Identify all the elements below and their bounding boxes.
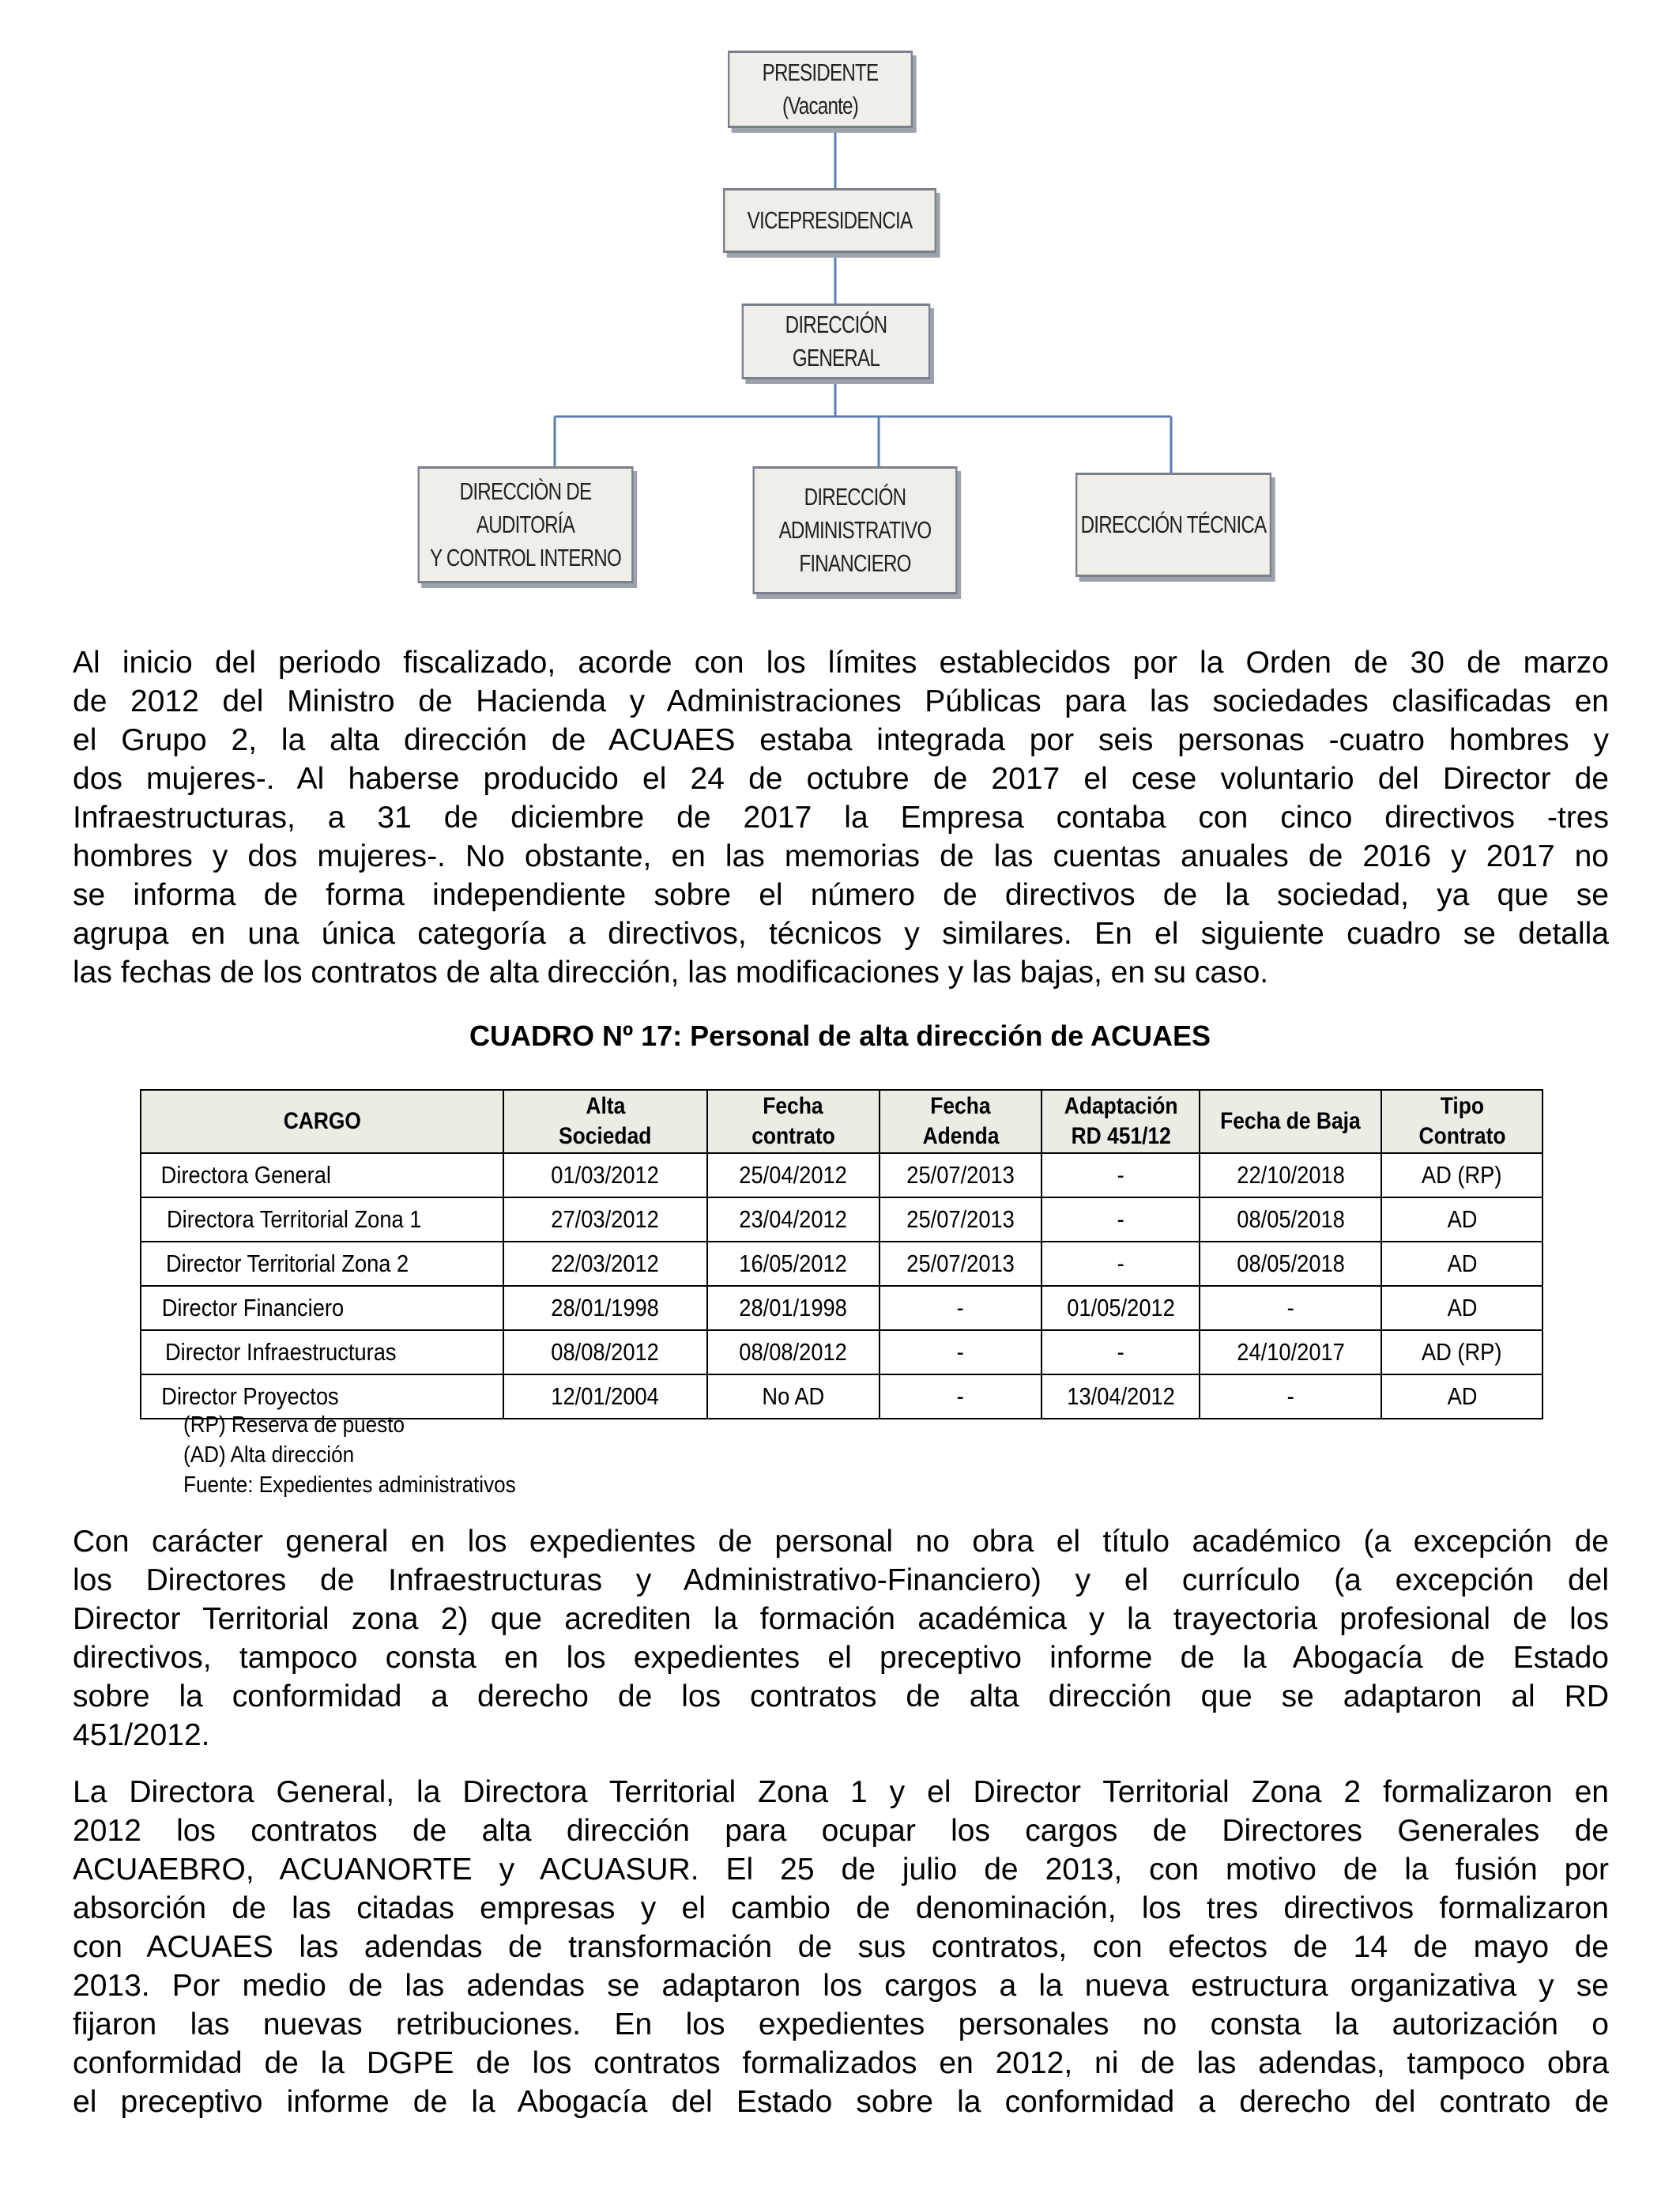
paragraph-line: La Directora General, la Directora Territorial Zona 1 y el Director Territorial Zona 2 formalizaron en [73,1775,1609,1809]
paragraph-line: fijaron las nuevas retribuciones. En los expedientes personales no consta la autorización o [73,2007,1609,2041]
cell-alta: 22/03/2012 [503,1242,707,1286]
cell-tipo: AD [1381,1286,1543,1330]
cell-adenda: 25/07/2013 [880,1242,1042,1286]
org-box-administrativo-label: DIRECCIÓN ADMINISTRATIVO FINANCIERO [778,483,932,577]
cell-contrato: 25/04/2012 [707,1153,880,1197]
cell-alta: 12/01/2004 [503,1374,707,1419]
cell-tipo: AD [1381,1197,1543,1242]
cell-baja: 08/05/2018 [1200,1197,1381,1242]
cell-adenda: 25/07/2013 [880,1153,1042,1197]
paragraph-line: 451/2012. [73,1718,210,1752]
paragraph-line: Al inicio del periodo fiscalizado, acorde con los límites establecidos por la Orden de 30 de marzo [73,646,1609,680]
paragraph-line: absorción de las citadas empresas y el cambio de denominación, los tres directivos formalizaron [73,1891,1609,1925]
cell-adenda: 25/07/2013 [880,1197,1042,1242]
paragraph-line: Infraestructuras, a 31 de diciembre de 2017 la Empresa contaba con cinco directivos -tres [73,801,1609,835]
org-box-president-label: PRESIDENTE (Vacante) [762,58,879,119]
paragraph-line: los Directores de Infraestructuras y Administrativo-Financiero) y el currículo (a excepción del [73,1563,1609,1597]
org-box-auditoria-label: DIRECCIÒN DE AUDITORÍA Y CONTROL INTERNO [429,477,621,571]
note-rp: (RP) Reserva de puesto [183,1412,405,1438]
org-box-vice [723,188,936,253]
personnel-table [140,1089,1543,1419]
cell-tipo: AD (RP) [1381,1330,1543,1374]
cell-baja: - [1200,1374,1381,1419]
table-row [141,1153,1543,1197]
cell-adaptacion: 13/04/2012 [1042,1374,1200,1419]
table-row [141,1197,1543,1242]
cell-adaptacion: - [1042,1197,1200,1242]
cell-baja: 24/10/2017 [1200,1330,1381,1374]
cell-alta: 01/03/2012 [503,1153,707,1197]
cell-tipo: AD (RP) [1381,1153,1543,1197]
org-box-auditoria [418,466,634,583]
cell-adaptacion: - [1042,1242,1200,1286]
org-box-tecnica [1075,473,1271,577]
header-adaptacion: Adaptación RD 451/12 [1042,1090,1200,1153]
paragraph-line: 2013. Por medio de las adendas se adaptaron los cargos a la nueva estructura organizativa y se [73,1969,1609,2003]
cell-adaptacion: 01/05/2012 [1042,1286,1200,1330]
org-box-vice-label: VICEPRESIDENCIA [747,206,913,235]
cell-alta: 28/01/1998 [503,1286,707,1330]
note-source: Fuente: Expedientes administrativos [183,1472,516,1498]
paragraph-line: de 2012 del Ministro de Hacienda y Administraciones Públicas para las sociedades clasificadas en [73,684,1609,718]
cell-adaptacion: - [1042,1330,1200,1374]
paragraph-line: agrupa en una única categoría a directivos, técnicos y similares. En el siguiente cuadro se detalla [73,917,1609,951]
paragraph-line: con ACUAES las adendas de transformación de sus contratos, con efectos de 14 de mayo de [73,1930,1609,1964]
cell-cargo: Director Territorial Zona 2 [141,1242,503,1286]
paragraph-2 [73,1522,1609,1755]
cell-contrato: No AD [707,1374,880,1419]
cell-adenda: - [880,1330,1042,1374]
paragraph-line: el Grupo 2, la alta dirección de ACUAES estaba integrada por seis personas -cuatro hombres y [73,723,1609,757]
paragraph-line: Director Territorial zona 2) que acrediten la formación académica y la trayectoria profesional de los [73,1602,1609,1636]
table-row [141,1286,1543,1330]
cell-adenda: - [880,1286,1042,1330]
cell-contrato: 16/05/2012 [707,1242,880,1286]
cell-cargo: Directora General [141,1153,503,1197]
paragraph-line: 2012 los contratos de alta dirección para ocupar los cargos de Directores Generales de [73,1814,1609,1848]
table-row [141,1330,1543,1374]
cell-alta: 08/08/2012 [503,1330,707,1374]
cell-baja: - [1200,1286,1381,1330]
cell-contrato: 08/08/2012 [707,1330,880,1374]
cell-cargo: Director Proyectos [141,1374,503,1419]
header-cargo: CARGO [141,1090,503,1153]
paragraph-line: directivos, tampoco consta en los expedientes el preceptivo informe de la Abogacía de Estado [73,1641,1609,1675]
paragraph-line: ACUAEBRO, ACUANORTE y ACUASUR. El 25 de julio de 2013, con motivo de la fusión por [73,1853,1609,1887]
paragraph-1 [73,643,1609,992]
org-box-administrativo [753,466,958,594]
note-ad: (AD) Alta dirección [183,1442,355,1468]
header-fecha-adenda: Fecha Adenda [880,1090,1042,1153]
paragraph-3 [73,1773,1609,2121]
cell-tipo: AD [1381,1242,1543,1286]
table-row [141,1242,1543,1286]
cell-cargo: Director Infraestructuras [141,1330,503,1374]
paragraph-line: conformidad de la DGPE de los contratos formalizados en 2012, ni de las adendas, tampoco obra [73,2046,1609,2080]
org-box-general [742,303,931,379]
paragraph-line: dos mujeres-. Al haberse producido el 24 de octubre de 2017 el cese voluntario del Director de [73,762,1609,796]
cell-cargo: Directora Territorial Zona 1 [141,1197,503,1242]
org-box-tecnica-label: DIRECCIÓN TÉCNICA [1080,511,1267,539]
header-fecha-baja: Fecha de Baja [1200,1090,1381,1153]
cell-adenda: - [880,1374,1042,1419]
table-notes [183,1410,552,1500]
paragraph-line: Con carácter general en los expedientes de personal no obra el título académico (a excepción de [73,1525,1609,1559]
cell-alta: 27/03/2012 [503,1197,707,1242]
org-chart [0,0,1680,601]
paragraph-line: el preceptivo informe de la Abogacía del Estado sobre la conformidad a derecho del contrato de [73,2085,1609,2119]
cell-contrato: 23/04/2012 [707,1197,880,1242]
paragraph-line: sobre la conformidad a derecho de los contratos de alta dirección que se adaptaron al RD [73,1679,1609,1713]
cell-contrato: 28/01/1998 [707,1286,880,1330]
table-caption: CUADRO Nº 17: Personal de alta dirección de ACUAES [469,1020,1211,1052]
table-header-row [141,1090,1543,1153]
org-box-president [728,51,913,128]
header-tipo-contrato: Tipo Contrato [1381,1090,1543,1153]
paragraph-line: se informa de forma independiente sobre el número de directivos de la sociedad, ya que se [73,878,1609,912]
cell-tipo: AD [1381,1374,1543,1419]
cell-adaptacion: - [1042,1153,1200,1197]
cell-cargo: Director Financiero [141,1286,503,1330]
cell-baja: 22/10/2018 [1200,1153,1381,1197]
cell-baja: 08/05/2018 [1200,1242,1381,1286]
paragraph-line: las fechas de los contratos de alta dirección, las modificaciones y las bajas, en su caso. [73,956,1269,990]
header-alta-sociedad: Alta Sociedad [503,1090,707,1153]
paragraph-line: hombres y dos mujeres-. No obstante, en las memorias de las cuentas anuales de 2016 y 2017 no [73,839,1609,873]
header-fecha-contrato: Fecha contrato [707,1090,880,1153]
org-box-general-label: DIRECCIÓN GENERAL [785,311,887,371]
